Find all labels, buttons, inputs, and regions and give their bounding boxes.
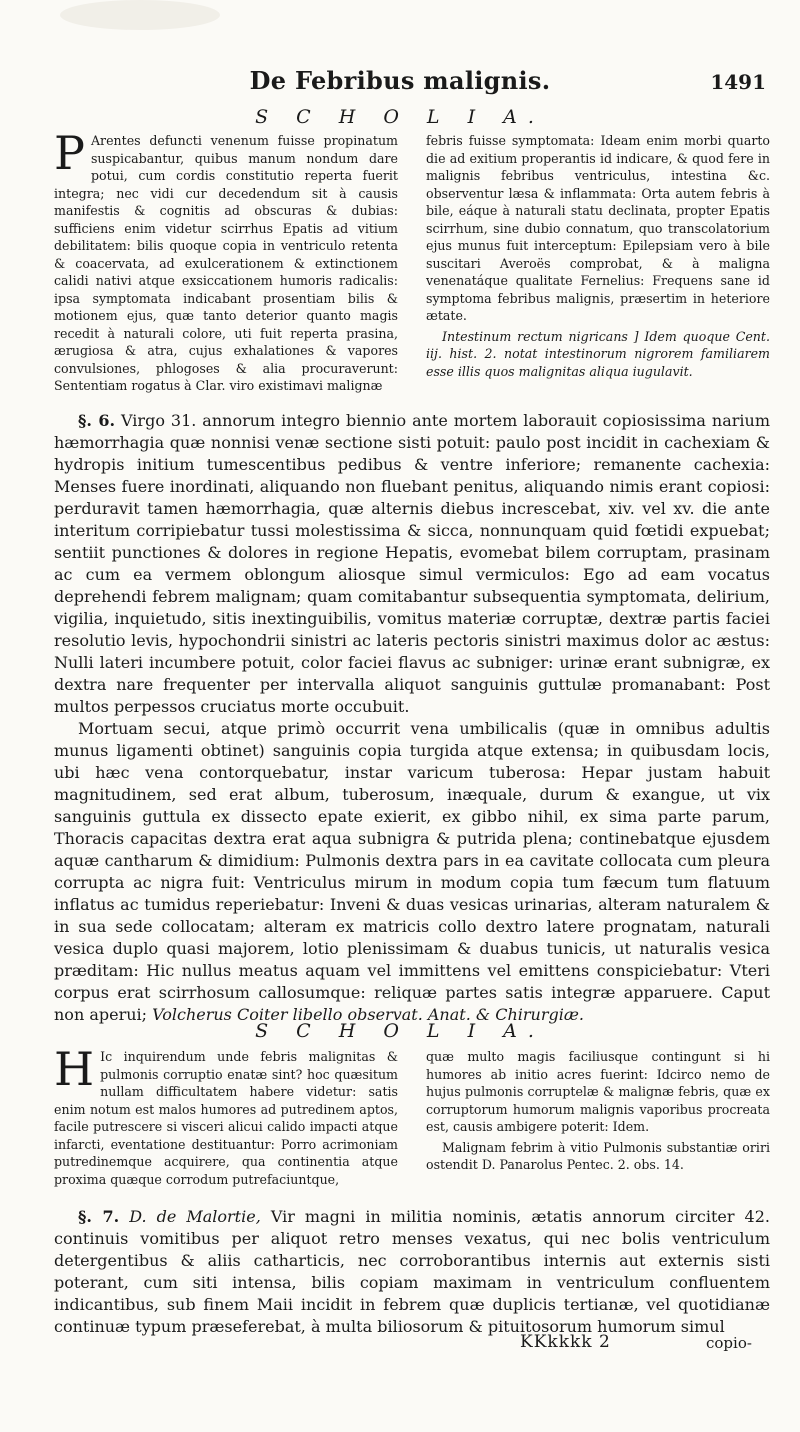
section-6-citation: Volcherus Coiter libello observat. Anat. & Chirurgiæ. [152,1005,584,1024]
signature-mark: KKkkkk 2 [520,1332,611,1352]
scholia-heading: S C H O L I A. [255,106,545,128]
page-stain [60,0,220,30]
scholia-heading-2: S C H O L I A. [255,1020,545,1042]
section-6-paragraph-1: Virgo 31. annorum integro biennio ante mortem laborauit copiosissima narium hæmorrhagia quæ nonnisi venæ sectione sisti potuit: paulo post incidit in cachexiam & hydropis initium tumescentibus pedibus & ventre inferiore; remanente cachexia: Menses fuere inordinati, aliquando non fluebant penitus, aliquando nimis erant copiosi: perduravit tamen hæmorrhagia, quæ alternis diebus increscebat, xiv. vel xv. die ante interitum corripiebatur tussi molestissima & sicca, nonnunquam quid fœtidi expuebat; sentiit punctiones & dolores in regione Hepatis, evomebat bilem corruptam, prasinam ac cum ea vermem oblongum aliosque simul vermiculos: Ego ad eam vocatus deprehendi febrem malignam; quam comitabantur subsequentia symptomata, delirium, vigilia, inquietudo, sitis inextinguibilis, vomitus materiæ corruptæ, dextræ partis faciei resolutio levis, hypochondrii sinistri ac lateris pectoris sinistri maximus dolor ac æstus: Nulli lateri incumbere potuit, color faciei flavus ac subniger: urinæ erant subnigræ, ex dextra nare frequenter per intervalla aliquot sanguinis guttulæ promanabant: Post multos perpessos cruciatus morte occubuit. [54,411,770,716]
scholia-1-columns [54,126,770,398]
section-7-paragraph-1: Vir magni in militia nominis, ætatis annorum circiter 42. continuis vomitibus per aliquot retro menses vexatus, qui nec bolis ventriculum detergentibus & aliis catharticis, nec corroborantibus internis aut externis sisti poterant, cum siti intensa, bilis copiam maximam in ventriculum confluentem indicantibus, sub finem Maii incidit in febrem quæ duplicis tertianæ, vel quotidianæ continuæ typum præseferebat, à multa biliosorum & pituitosorum humorum simul [54,1207,770,1336]
section-mark: §. 6. [78,411,116,430]
dropcap-letter-2: H [54,1042,95,1096]
page-number: 1491 [710,70,766,94]
catchword: copio- [706,1334,752,1352]
section-6-paragraph-2: Mortuam secui, atque primò occurrit vena umbilicalis (quæ in omnibus adultis munus ligamenti obtinet) sanguinis copia turgida atque extensa; in quibusdam locis, ubi hæc vena contorquebatur, instar varicum tuberosa: Hepar justam habuit magnitudinem, sed erat album, tuberosum, inæquale, durum & exangue, ut vix sanguinis guttula ex dissecto epate exierit, ex gibbo nihil, ex sima parte parum, Thoracis capacitas dextra erat aqua subnigra & putrida plena; continebatque ejusdem aquæ cantharum & dimidium: Pulmonis dextra pars in ea cavitate collocata cum pleura corrupta ac nigra fuit: Ventriculus mirum in modum copia tum fæcum tum flatuum inflatus ac tumidus reperiebatur: Inveni & duas vesicas urinarias, alteram naturalem & in sua sede collocatam; alteram ex matricis collo dextro latere prognatam, naturali vesica duplo quasi majorem, lotio plenissimam & duabus tunicis, ut naturalis vesica præditam: Hic nullus meatus aquam vel immittens vel emittens conspiciebatur: Vteri corpus erat scirrhosum callosumque: reliquæ partes satis integræ apparuere. Caput non aperui; [54,719,770,1024]
section-7 [54,1206,770,1338]
scholia-1-right-column [426,132,770,398]
running-title: De Febribus malignis. [249,66,551,95]
patient-name: D. de Malortie, [129,1207,261,1226]
scholia-1-left-text: Arentes defuncti venenum fuisse propinatum suspicabantur, quibus manum nondum dare potui, cum cordis constitutio reperta fuerit integra; nec vidi cur decedendum sit à causis manifestis & cognitis ad obscuras & dubias: sufficiens enim videtur scirrhus Epatis ad vitium debilitatem: bilis quoque copia in ventriculo retenta & coacervata, ad exulcerationem & extinctionem calidi nativi atque exsiccationem humoris radicalis: ipsa symptomata indicabant prosentiam bilis & motionem ejus, quæ tanto deterior quanto magis recedit à naturali colore, uti fuit reperta prasina, ærugiosa & atra, cujus exhalationes & vapores convulsiones, phlogoses & alia procuraverunt: Sententiam rogatus à Clar. viro existimavi malignæ [54,133,398,393]
scholia-2-left-column [54,1042,398,1191]
scholia-2-right-text: quæ multo magis faciliusque contingunt si hi humores ab initio acres fuerint: Idcirco nemo de hujus pulmonis corruptelæ & malignæ febris, quæ ex corruptorum humorum malignis vaporibus procreata est, causis ambigere poterit: Idem. [426,1049,770,1134]
scholia-1-note: Intestinum rectum nigricans ] Idem quoque Cent. iij. hist. 2. notat intestinorum nigrorem familiarem esse illis quos malignitas aliqua iugulavit. [426,328,770,379]
scholia-2-columns [54,1042,770,1191]
page-header [0,66,800,102]
section-mark-7: §. 7. [78,1207,120,1226]
scholia-2-note: Malignam febrim à vitio Pulmonis substantiæ oriri ostendit D. Panarolus Pentec. 2. obs. 14. [426,1139,770,1172]
scholia-2-right-column [426,1048,770,1191]
dropcap-letter: P [54,126,85,180]
scholia-1-right-text: febris fuisse symptomata: Ideam enim morbi quarto die ad exitium properantis id indicare, & quod fere in malignis febribus ventriculus, intestina &c. observentur læsa & inflammata: Orta autem febris à bile, eáque à naturali statu declinata, propter Epatis scirrhum, sine dubio connatum, quo transcolatorium ejus munus fuit interceptum: Epilepsiam vero à bile suscitari Averoës comprobat, & à maligna venenatáque qualitate Fernelius: Frequens sane id symptoma febribus malignis, præsertim in heteriore ætate. [426,133,770,323]
scholia-1-left-column [54,126,398,398]
scholia-2-left-text: Ic inquirendum unde febris malignitas & pulmonis corruptio enatæ sint? hoc quæsitum nullam difficultatem habere videtur: satis enim notum est malos humores ad putredinem aptos, facile putrescere si visceri alicui calido impacti atque infarcti, eventatione destituantur: Porro acrimoniam putredinemque acquirere, qua continentia atque proxima quæque corrodum putrefaciuntque, [54,1049,398,1187]
section-6 [54,410,770,1026]
